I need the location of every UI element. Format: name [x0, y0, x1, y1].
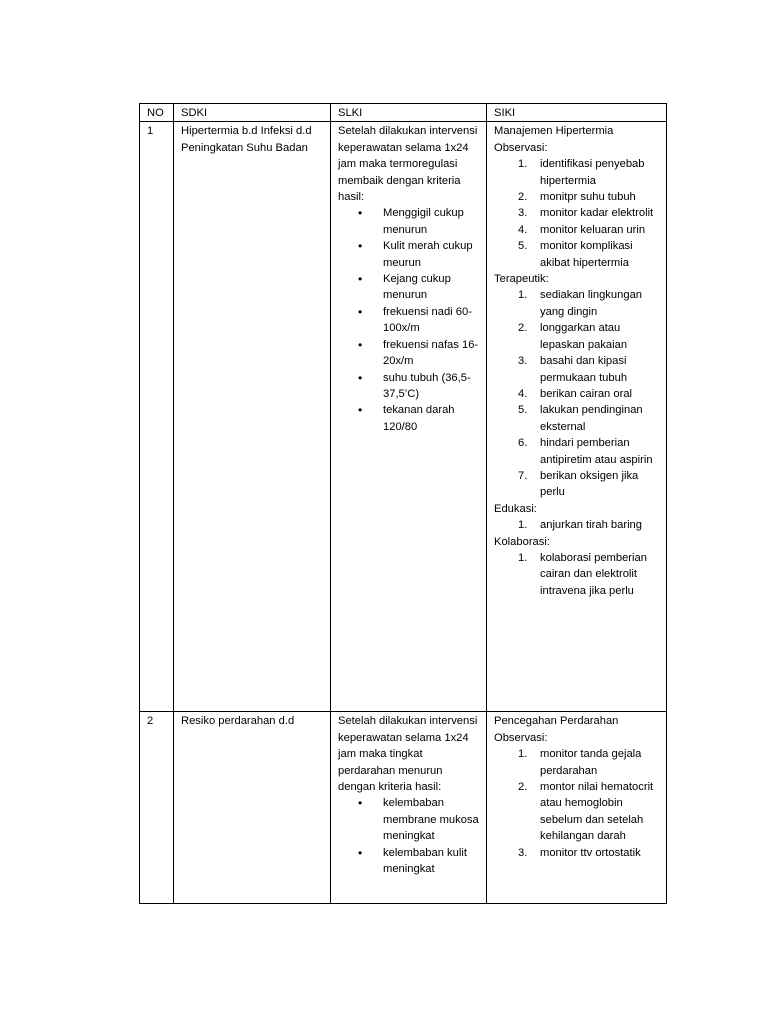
- section-heading: Observasi:: [494, 141, 548, 154]
- list-item: • Kejang cukup menurun: [383, 271, 480, 304]
- siki-cell: [487, 122, 667, 712]
- list-item: • kelembaban membrane mukosa meningkat: [383, 795, 480, 844]
- list-item: 1. monitor tanda gejala perdarahan: [518, 748, 642, 777]
- list-item: • Kulit merah cukup meurun: [383, 238, 480, 271]
- section-heading: Observasi:: [494, 731, 548, 744]
- list-item: 3. monitor kadar elektrolit: [518, 207, 654, 220]
- list-item: 2. montor nilai hematocrit atau hemoglobin sebelum dan setelah kehilangan darah: [518, 781, 654, 843]
- slki-criteria-list: [338, 795, 480, 877]
- list-item: • suhu tubuh (36,5-37,5’C): [383, 370, 480, 403]
- list-item: • kelembaban kulit meningkat: [383, 845, 480, 878]
- list-item: • frekuensi nafas 16-20x/m: [383, 337, 480, 370]
- intervention-list: [494, 517, 660, 533]
- row-number: 1: [140, 122, 174, 712]
- list-item: 1. identifikasi penyebab hipertermia: [518, 158, 645, 187]
- list-item: • tekanan darah 120/80: [383, 402, 480, 435]
- slki-intro: Setelah dilakukan intervensi keperawatan selama 1x24 jam maka termoregulasi membaik dengan kriteria hasil:: [338, 125, 478, 204]
- section-heading: Edukasi:: [494, 502, 537, 515]
- intervention-list: [494, 550, 660, 599]
- table-row: [140, 122, 667, 712]
- intervention-list: [494, 287, 660, 500]
- slki-criteria-list: [338, 205, 480, 435]
- section-heading: Kolaborasi:: [494, 535, 550, 548]
- sdki-diagnosis: Resiko perdarahan d.d: [174, 712, 331, 904]
- list-item: 1. sediakan lingkungan yang dingin: [518, 289, 643, 318]
- header-slki: SLKI: [331, 104, 487, 122]
- table-row: [140, 712, 667, 904]
- section-heading: Terapeutik:: [494, 273, 549, 286]
- sdki-diagnosis: Hipertermia b.d Infeksi d.d Peningkatan Suhu Badan: [174, 122, 331, 712]
- list-item: 1. anjurkan tirah baring: [518, 519, 642, 532]
- list-item: 5. monitor komplikasi akibat hipertermia: [518, 240, 633, 269]
- slki-cell: [331, 122, 487, 712]
- siki-cell: [487, 712, 667, 904]
- siki-title: Pencegahan Perdarahan: [494, 715, 619, 728]
- slki-intro: Setelah dilakukan intervensi keperawatan selama 1x24 jam maka tingkat perdarahan menurun dengan kriteria hasil:: [338, 715, 478, 794]
- care-plan-table: [139, 103, 667, 904]
- list-item: 1. kolaborasi pemberian cairan dan elektrolit intravena jika perlu: [518, 551, 647, 597]
- header-no: NO: [140, 104, 174, 122]
- list-item: 6. hindari pemberian antipiretim atau aspirin: [518, 437, 653, 466]
- list-item: 7. berikan oksigen jika perlu: [518, 469, 639, 499]
- slki-cell: [331, 712, 487, 904]
- row-number: 2: [140, 712, 174, 904]
- list-item: 4. monitor keluaran urin: [518, 223, 646, 236]
- list-item: 2. monitpr suhu tubuh: [518, 191, 636, 204]
- list-item: 4. berikan cairan oral: [518, 387, 633, 400]
- list-item: 2. longgarkan atau lepaskan pakaian: [518, 322, 628, 351]
- header-siki: SIKI: [487, 104, 667, 122]
- header-sdki: SDKI: [174, 104, 331, 122]
- table-header-row: [140, 104, 667, 122]
- intervention-list: [494, 746, 660, 861]
- intervention-list: [494, 156, 660, 271]
- siki-title: Manajemen Hipertermia: [494, 125, 614, 138]
- list-item: 3. monitor ttv ortostatik: [518, 846, 641, 859]
- list-item: 3. basahi dan kipasi permukaan tubuh: [518, 355, 628, 384]
- list-item: • frekuensi nadi 60-100x/m: [383, 304, 480, 337]
- list-item: 5. lakukan pendinginan eksternal: [518, 404, 643, 433]
- list-item: • Menggigil cukup menurun: [383, 205, 480, 238]
